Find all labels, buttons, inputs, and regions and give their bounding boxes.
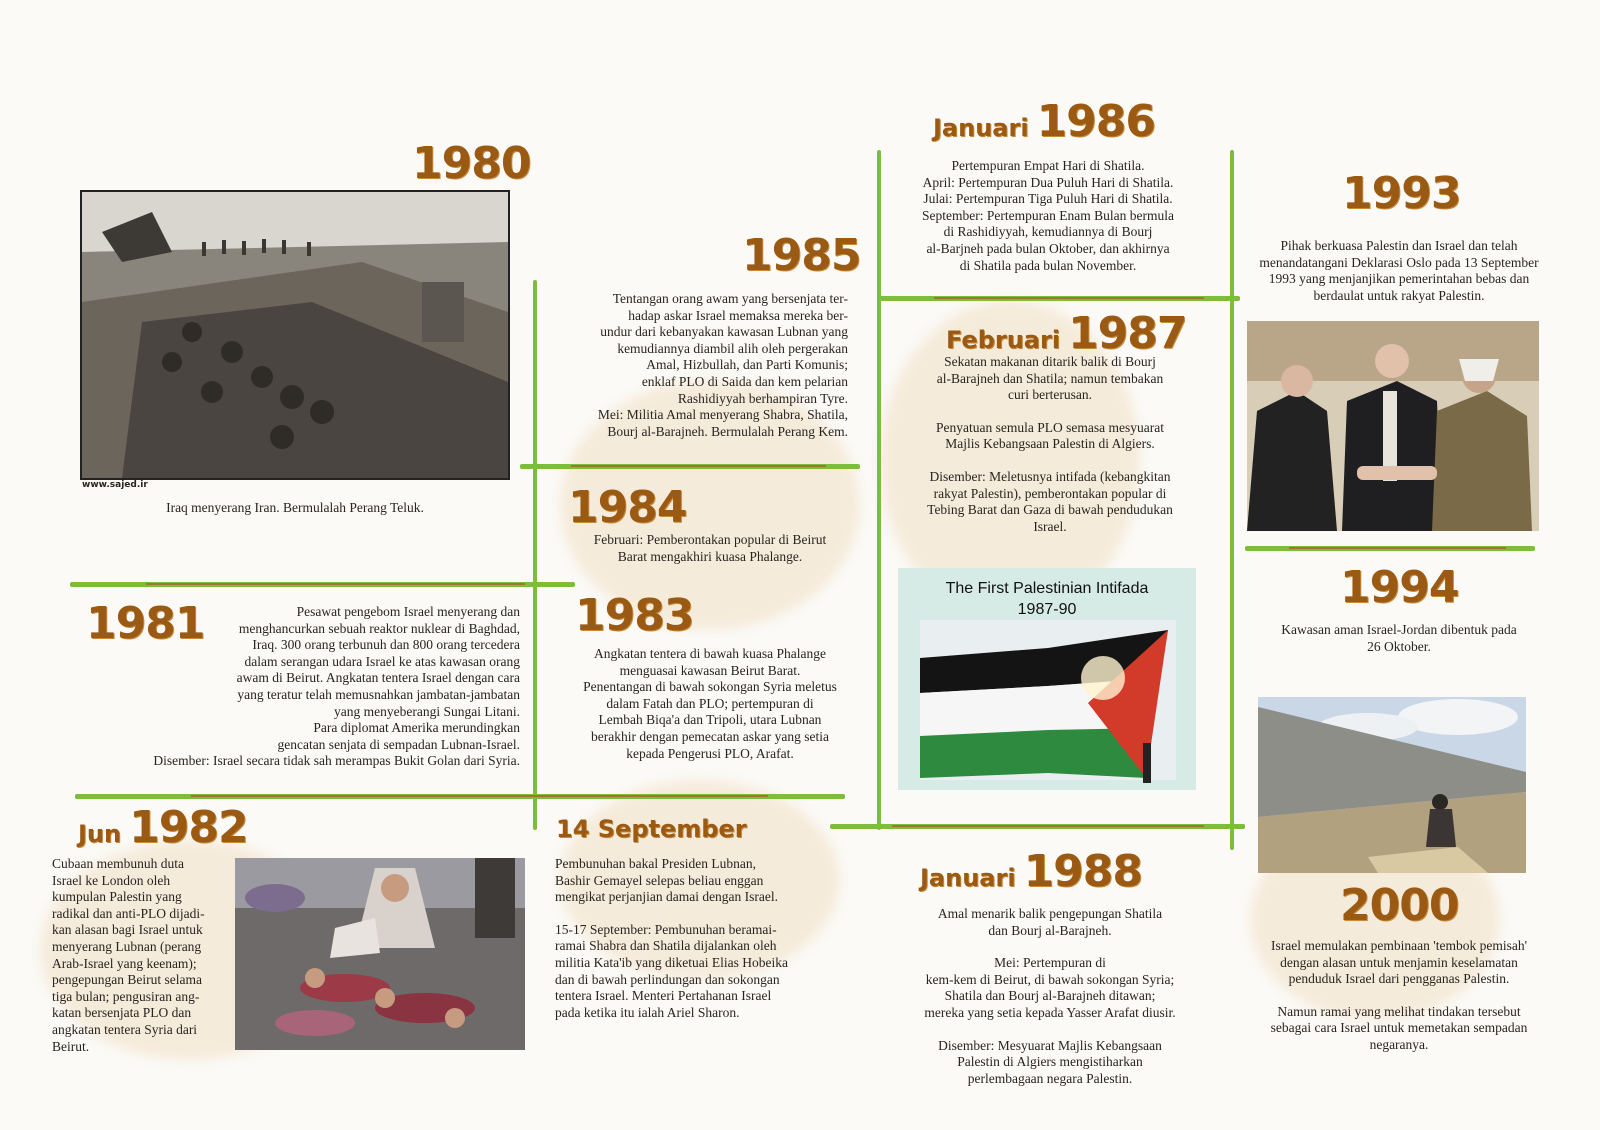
year-1983: 1983 bbox=[575, 590, 694, 641]
year-1986 bbox=[933, 96, 1156, 147]
photo-massacre-victims bbox=[235, 858, 525, 1050]
text-1982: Cubaan membunuh duta Israel ke London oleh kumpulan Palestin yang radikal dan anti-PLO dijadi- kan alasan bagi Israel untuk menyerang Lubnan (perang Arab-Israel yang keenam); pengepungan Beirut selama tiga bulan; pengusiran ang- katan bersenjata PLO dan angkatan tentera Syria dari Beirut. bbox=[52, 856, 205, 1054]
palestinian-flag-illustration bbox=[898, 568, 1196, 790]
year-1984: 1984 bbox=[568, 482, 687, 533]
year-1987-number: 1987 bbox=[1068, 308, 1187, 359]
text-14-september: Pembunuhan bakal Presiden Lubnan, Bashir Gemayel selepas beliau enggan mengikat perjanjian damai dengan Israel. 15-17 September: Pembunuhan beramai- ramai Shabra dan Shatila dijalankan oleh militia Kata'ib yang diketuai Elias Hobeika dan di bawah perlindungan dan sokongan tentera Israel. Menteri Pertahanan Israel pada ketika itu ialah Ariel Sharon. bbox=[555, 856, 788, 1020]
text-1987: Sekatan makanan ditarik balik di Bourj al-Barajneh dan Shatila; namun tembakan curi berterusan. Penyatuan semula PLO semasa mesyuarat Majlis Kebangsaan Palestin di Algiers. Disember: Meletusnya intifada (kebangkitan rakyat Palestin), pemberontakan popular di Tebing Barat dan Gaza di bawah pendudukan Israel. bbox=[927, 354, 1173, 534]
text-1988: Amal menarik balik pengepungan Shatila dan Bourj al-Barajneh. Mei: Pertempuran di kem-kem di Beirut, di bawah sokongan Syria; Shatila dan Bourj al-Barajneh ditawan; mereka yang setia kepada Yasser Arafat diusir. Disember: Mesyuarat Majlis Kebangsaan Palestin di Algiers mengistiharkan perlembagaan negara Palestin. bbox=[924, 906, 1176, 1086]
year-1993: 1993 bbox=[1342, 168, 1461, 219]
year-1988 bbox=[920, 846, 1143, 897]
year-1985: 1985 bbox=[742, 230, 861, 281]
year-1982-number: 1982 bbox=[129, 802, 248, 853]
photo-oslo-signing bbox=[1247, 321, 1539, 531]
text-1986: Pertempuran Empat Hari di Shatila. April: Pertempuran Dua Puluh Hari di Shatila. Julai: Pertempuran Tiga Puluh Hari di Shatila. September: Pertempuran Enam Bulan bermula di Rashidiyyah, kemudiannya di Bourj al-Barjneh pada bulan Oktober, dan akhirnya di Shatila pada bulan November. bbox=[922, 158, 1174, 273]
year-1987 bbox=[946, 308, 1187, 359]
text-1985: Tentangan orang awam yang bersenjata ter- hadap askar Israel memaksa mereka ber- undur dari kebanyakan kawasan Lubnan yang kemudiannya diambil alih oleh pergerakan Amal, Hizbullah, dan Parti Komunis; enklaf PLO di Saida dan kem pelarian Rashidiyyah berhampiran Tyre. Mei: Militia Amal menyerang Shabra, Shatila, Bourj al-Barajneh. Bermulalah Perang Kem. bbox=[597, 291, 848, 439]
handshake-photo-illustration bbox=[1247, 321, 1539, 531]
year-1986-number: 1986 bbox=[1036, 96, 1156, 147]
caption-1980: Iraq menyerang Iran. Bermulalah Perang Teluk. bbox=[166, 500, 424, 515]
text-1993: Pihak berkuasa Palestin dan Israel dan telah menandatangani Deklarasi Oslo pada 13 September 1993 yang menjanjikan pemerintahan bebas dan berdaulat untuk rakyat Palestin. bbox=[1259, 238, 1539, 303]
text-1984: Februari: Pemberontakan popular di Beirut Barat mengakhiri kuasa Phalange. bbox=[593, 532, 827, 564]
year-1980: 1980 bbox=[412, 138, 531, 189]
year-2000: 2000 bbox=[1340, 880, 1459, 931]
text-2000: Israel memulakan pembinaan 'tembok pemisah' dengan alasan untuk menjamin keselamatan penduduk Israel dari pengganas Palestin. Namun ramai yang melihat tindakan tersebut sebagai cara Israel untuk memetakan sempadan negaranya. bbox=[1270, 938, 1528, 1052]
month-februari-1987: Februari bbox=[946, 326, 1061, 354]
text-1994: Kawasan aman Israel-Jordan dibentuk pada 26 Oktober. bbox=[1281, 622, 1517, 654]
wall-photo-illustration bbox=[1258, 697, 1526, 873]
year-1981: 1981 bbox=[86, 598, 205, 649]
date-14-september: 14 September bbox=[556, 815, 747, 843]
victims-photo-illustration bbox=[235, 858, 525, 1050]
year-1988-number: 1988 bbox=[1023, 846, 1143, 897]
intifada-title: The First Palestinian Intifada 1987-90 bbox=[945, 580, 1149, 618]
month-januari-1988: Januari bbox=[920, 864, 1016, 892]
year-1994: 1994 bbox=[1340, 562, 1459, 613]
month-januari-1986: Januari bbox=[933, 114, 1029, 142]
photo-separation-wall bbox=[1258, 697, 1526, 873]
photo-watermark: www.sajed.ir bbox=[82, 480, 148, 490]
intifada-panel bbox=[898, 568, 1196, 790]
photo-iran-iraq-war bbox=[80, 190, 510, 480]
text-1981: Pesawat pengebom Israel menyerang dan menghancurkan sebuah reaktor nuklear di Baghdad, Iraq. 300 orang terbunuh dan 800 orang tercedera dalam serangan udara Israel ke atas kawasan orang awam di Beirut. Angkatan tentera Israel dengan cara yang teratur telah memusnahkan jambatan-jambatan yang menyeberangi Sungai Litani. Para diplomat Amerika merundingkan gencatan senjata di sempadan Lubnan-Israel. Disember: Israel secara tidak sah merampas Bukit Golan dari Syria. bbox=[153, 604, 520, 769]
month-jun-1982: Jun bbox=[78, 820, 122, 848]
battlefield-photo-illustration bbox=[82, 192, 508, 478]
text-1983: Angkatan tentera di bawah kuasa Phalange menguasai kawasan Beirut Barat. Penentangan di bawah sokongan Syria meletus dalam Fatah dan PLO; pertempuran di Lembah Biqa'a dan Tripoli, utara Lubnan berakhir dengan pemecatan askar yang setia kepada Pengerusi PLO, Arafat. bbox=[583, 646, 837, 761]
year-1982 bbox=[78, 802, 248, 853]
